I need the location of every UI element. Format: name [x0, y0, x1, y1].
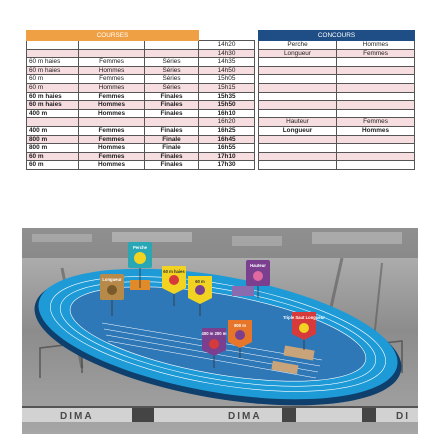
table-header-row: [27, 31, 415, 41]
table-cell-c1: 60 m: [27, 152, 79, 161]
ad-board: [22, 406, 418, 422]
concours-header: CONCOURS: [259, 31, 415, 41]
table-cell-time: 16h10: [199, 109, 255, 118]
table-cell-c3: Finales: [145, 101, 199, 110]
table-cell-k2: Hommes: [337, 126, 415, 135]
table-row: [27, 126, 415, 135]
table-cell-k1: Perche: [259, 41, 337, 50]
table-cell-c1: 400 m: [27, 109, 79, 118]
table-cell-time: 15h15: [199, 83, 255, 92]
table-cell-k2: [337, 75, 415, 84]
table-row: [27, 83, 415, 92]
table-cell-c3: Séries: [145, 58, 199, 67]
table-cell-k1: Longueur: [259, 49, 337, 58]
ad-text: DIMA: [228, 411, 262, 422]
table-cell-c1: 60 m haies: [27, 66, 79, 75]
table-cell-c1: 800 m: [27, 144, 79, 153]
header-spacer: [199, 31, 255, 41]
table-cell-k2: [337, 135, 415, 144]
table-cell-k1: [259, 66, 337, 75]
table-cell-c1: 60 m: [27, 83, 79, 92]
table-cell-c1: 60 m haies: [27, 101, 79, 110]
schedule-table: [26, 30, 415, 170]
table-row: [27, 161, 415, 170]
schedule-body: [27, 41, 415, 170]
ad-text: DIMA: [60, 411, 94, 422]
table-cell-k1: [259, 109, 337, 118]
table-cell-time: 16h20: [199, 118, 255, 127]
table-row: [27, 144, 415, 153]
table-cell-k1: Hauteur: [259, 118, 337, 127]
table-cell-c2: Femmes: [79, 135, 145, 144]
table-cell-k2: [337, 144, 415, 153]
table-cell-k1: [259, 83, 337, 92]
table-cell-c2: Hommes: [79, 109, 145, 118]
table-cell-time: 17h30: [199, 161, 255, 170]
table-cell-k1: [259, 135, 337, 144]
table-cell-c1: 60 m: [27, 161, 79, 170]
table-cell-c2: Femmes: [79, 75, 145, 84]
table-cell-c1: 400 m: [27, 126, 79, 135]
table-row: [27, 58, 415, 67]
table-cell-k2: [337, 92, 415, 101]
table-cell-c3: Finale: [145, 144, 199, 153]
table-cell-k2: [337, 161, 415, 170]
table-cell-c3: [145, 49, 199, 58]
table-row: [27, 41, 415, 50]
sign-label: 60 m haies: [163, 269, 185, 274]
table-cell-c1: 60 m: [27, 75, 79, 84]
table-cell-c3: Séries: [145, 83, 199, 92]
sign-label: Longueur: [102, 277, 122, 282]
table-cell-c2: Femmes: [79, 126, 145, 135]
table-cell-c3: [145, 41, 199, 50]
table-cell-c3: Séries: [145, 66, 199, 75]
table-cell-k1: [259, 75, 337, 84]
table-cell-c3: Finales: [145, 161, 199, 170]
sign-label: Hauteur: [250, 263, 266, 268]
table-cell-k1: Longueur: [259, 126, 337, 135]
table-cell-c3: Finales: [145, 92, 199, 101]
table-cell-c2: Hommes: [79, 101, 145, 110]
table-cell-k2: [337, 66, 415, 75]
sign-label: 800 m: [234, 323, 246, 328]
table-cell-c3: Finale: [145, 135, 199, 144]
table-cell-time: 15h05: [199, 75, 255, 84]
table-cell-time: 17h10: [199, 152, 255, 161]
stadium-illustration: [22, 228, 418, 434]
table-cell-c1: 60 m haies: [27, 92, 79, 101]
table-cell-k1: [259, 92, 337, 101]
sign-label: Perche: [133, 245, 147, 250]
table-row: [27, 101, 415, 110]
table-cell-time: 16h55: [199, 144, 255, 153]
table-row: [27, 152, 415, 161]
high-jump-mat: [232, 286, 254, 296]
table-cell-k1: [259, 101, 337, 110]
table-cell-c3: Séries: [145, 75, 199, 84]
table-cell-time: 14h35: [199, 58, 255, 67]
table-cell-c2: Femmes: [79, 92, 145, 101]
table-cell-c1: [27, 118, 79, 127]
table-row: [27, 92, 415, 101]
table-cell-time: 15h50: [199, 101, 255, 110]
table-cell-k2: [337, 101, 415, 110]
table-cell-c3: Finales: [145, 152, 199, 161]
table-cell-k1: [259, 161, 337, 170]
table-cell-c2: Hommes: [79, 161, 145, 170]
table-cell-k2: [337, 58, 415, 67]
table-cell-time: 16h25: [199, 126, 255, 135]
table-cell-k2: Hommes: [337, 41, 415, 50]
table-cell-c2: [79, 118, 145, 127]
table-row: [27, 135, 415, 144]
table-cell-c2: [79, 41, 145, 50]
table-cell-time: 15h35: [199, 92, 255, 101]
table-cell-c1: 60 m haies: [27, 58, 79, 67]
ad-text: DI: [396, 411, 410, 422]
table-cell-c2: Hommes: [79, 83, 145, 92]
table-cell-c2: Femmes: [79, 58, 145, 67]
sign-label: Triple Saut Longueur: [283, 315, 325, 320]
table-cell-time: 16h45: [199, 135, 255, 144]
table-cell-c3: [145, 118, 199, 127]
table-cell-k2: [337, 83, 415, 92]
table-cell-c1: [27, 49, 79, 58]
table-cell-time: 14h30: [199, 49, 255, 58]
table-cell-k2: Femmes: [337, 118, 415, 127]
table-row: [27, 118, 415, 127]
table-row: [27, 66, 415, 75]
sign-label: 60 m: [195, 279, 205, 284]
table-cell-c3: Finales: [145, 109, 199, 118]
table-row: [27, 109, 415, 118]
table-row: [27, 49, 415, 58]
table-cell-c2: Hommes: [79, 144, 145, 153]
table-cell-k1: [259, 58, 337, 67]
table-cell-k2: [337, 109, 415, 118]
table-cell-c2: Femmes: [79, 152, 145, 161]
table-cell-c2: Hommes: [79, 66, 145, 75]
table-cell-k1: [259, 152, 337, 161]
table-row: [27, 75, 415, 84]
table-cell-c3: Finales: [145, 126, 199, 135]
table-cell-k2: [337, 152, 415, 161]
courses-header: COURSES: [27, 31, 199, 41]
table-cell-c2: [79, 49, 145, 58]
table-cell-k1: [259, 144, 337, 153]
table-cell-time: 14h20: [199, 41, 255, 50]
sign-label: 400 m 200 m: [201, 331, 227, 336]
table-cell-c1: [27, 41, 79, 50]
table-cell-time: 14h50: [199, 66, 255, 75]
table-cell-k2: Femmes: [337, 49, 415, 58]
table-cell-c1: 800 m: [27, 135, 79, 144]
